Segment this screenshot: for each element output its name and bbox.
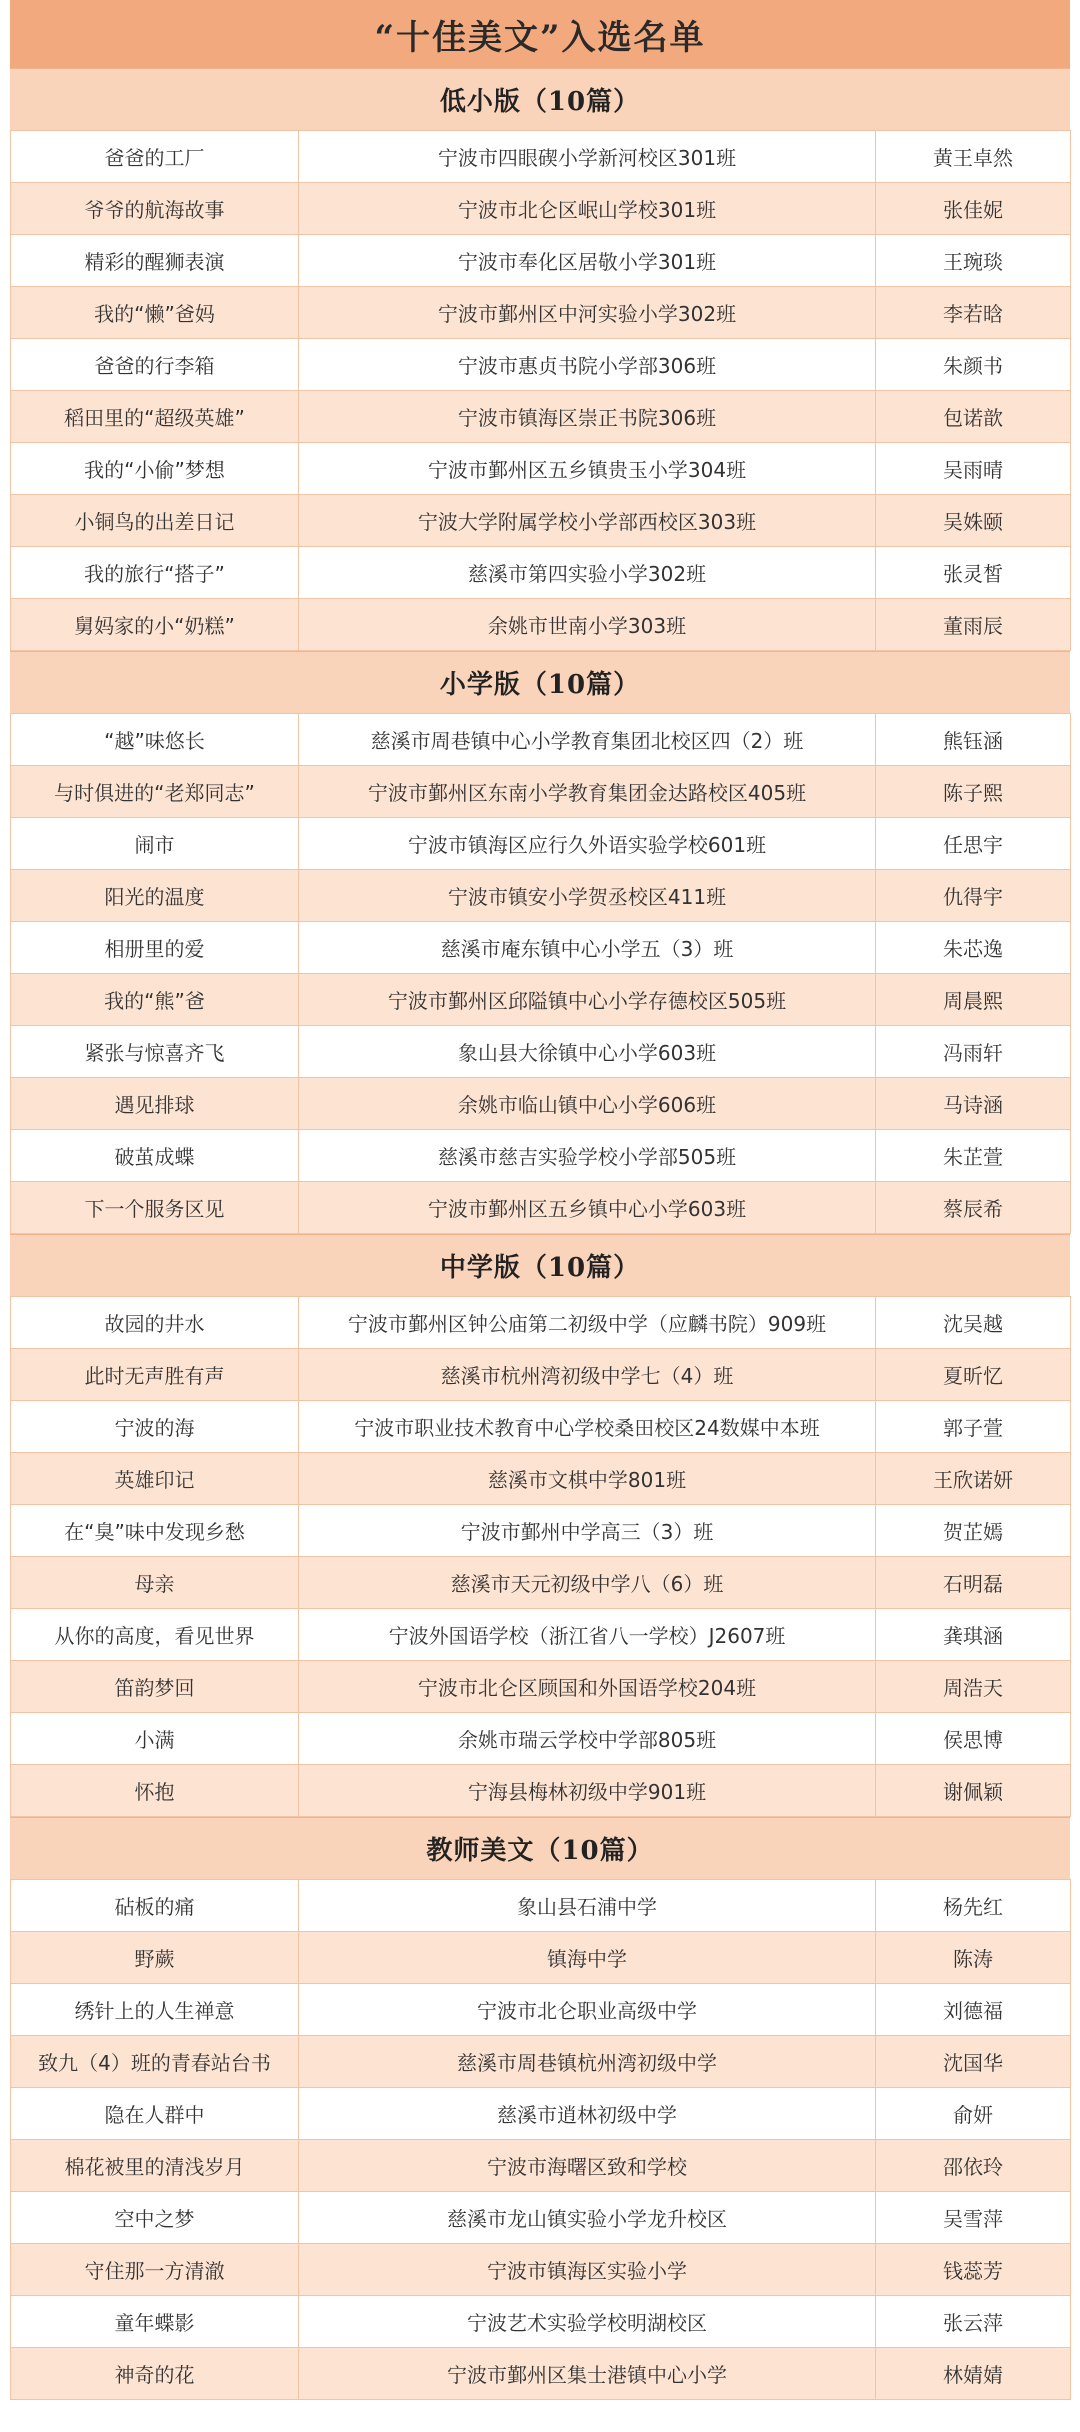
school-class-cell: 慈溪市庵东镇中心小学五（3）班 — [299, 922, 876, 974]
school-class-cell: 宁波市镇海区应行久外语实验学校601班 — [299, 818, 876, 870]
table-row — [11, 1078, 1071, 1130]
school-class-cell: 宁波市惠贞书院小学部306班 — [299, 339, 876, 391]
section-header: 低小版（10篇） — [10, 68, 1070, 130]
table-row — [11, 1026, 1071, 1078]
table-row — [11, 2348, 1071, 2400]
author-name-cell: 林婧婧 — [876, 2348, 1071, 2400]
author-name-cell: 陈子熙 — [876, 766, 1071, 818]
article-title-cell: 舅妈家的小“奶糕” — [11, 599, 299, 651]
table-row — [11, 391, 1071, 443]
school-class-cell: 慈溪市文棋中学801班 — [299, 1453, 876, 1505]
article-title-cell: 爸爸的行李箱 — [11, 339, 299, 391]
article-title-cell: 闹市 — [11, 818, 299, 870]
table-row — [11, 2036, 1071, 2088]
table-row — [11, 495, 1071, 547]
sections-container — [10, 68, 1070, 2400]
author-name-cell: 张灵皙 — [876, 547, 1071, 599]
article-title-cell: 遇见排球 — [11, 1078, 299, 1130]
table-row — [11, 1984, 1071, 2036]
author-name-cell: 吴姝颐 — [876, 495, 1071, 547]
school-class-cell: 宁波市奉化区居敬小学301班 — [299, 235, 876, 287]
author-name-cell: 李若晗 — [876, 287, 1071, 339]
article-title-cell: 我的“懒”爸妈 — [11, 287, 299, 339]
author-name-cell: 熊钰涵 — [876, 714, 1071, 766]
table-row — [11, 1297, 1071, 1349]
article-title-cell: 紧张与惊喜齐飞 — [11, 1026, 299, 1078]
article-title-cell: 从你的高度，看见世界 — [11, 1609, 299, 1661]
school-class-cell: 宁波市镇海区崇正书院306班 — [299, 391, 876, 443]
school-class-cell: 宁波市镇安小学贺丞校区411班 — [299, 870, 876, 922]
table-row — [11, 1349, 1071, 1401]
school-class-cell: 宁波市鄞州中学高三（3）班 — [299, 1505, 876, 1557]
author-name-cell: 马诗涵 — [876, 1078, 1071, 1130]
author-name-cell: 朱芯逸 — [876, 922, 1071, 974]
author-name-cell: 黄王卓然 — [876, 131, 1071, 183]
table-row — [11, 339, 1071, 391]
school-class-cell: 宁波市鄞州区东南小学教育集团金达路校区405班 — [299, 766, 876, 818]
table-row — [11, 235, 1071, 287]
article-title-cell: 稻田里的“超级英雄” — [11, 391, 299, 443]
table-row — [11, 1880, 1071, 1932]
author-name-cell: 邵依玲 — [876, 2140, 1071, 2192]
article-title-cell: 爸爸的工厂 — [11, 131, 299, 183]
table-row — [11, 2192, 1071, 2244]
school-class-cell: 象山县石浦中学 — [299, 1880, 876, 1932]
table-row — [11, 1661, 1071, 1713]
article-title-cell: 童年蝶影 — [11, 2296, 299, 2348]
author-name-cell: 杨先红 — [876, 1880, 1071, 1932]
article-title-cell: 爷爷的航海故事 — [11, 183, 299, 235]
author-name-cell: 吴雨晴 — [876, 443, 1071, 495]
page-title: “十佳美文”入选名单 — [10, 0, 1070, 68]
author-name-cell: 朱颜书 — [876, 339, 1071, 391]
author-name-cell: 吴雪萍 — [876, 2192, 1071, 2244]
school-class-cell: 宁海县梅林初级中学901班 — [299, 1765, 876, 1817]
school-class-cell: 宁波市鄞州区集士港镇中心小学 — [299, 2348, 876, 2400]
article-title-cell: 小满 — [11, 1713, 299, 1765]
school-class-cell: 宁波市四眼碶小学新河校区301班 — [299, 131, 876, 183]
school-class-cell: 慈溪市慈吉实验学校小学部505班 — [299, 1130, 876, 1182]
section-header: 中学版（10篇） — [10, 1234, 1070, 1296]
article-title-cell: 我的旅行“搭子” — [11, 547, 299, 599]
author-name-cell: 夏昕忆 — [876, 1349, 1071, 1401]
entries-table — [10, 1879, 1071, 2400]
article-title-cell: 守住那一方清澈 — [11, 2244, 299, 2296]
school-class-cell: 象山县大徐镇中心小学603班 — [299, 1026, 876, 1078]
author-name-cell: 陈涛 — [876, 1932, 1071, 1984]
entries-table — [10, 130, 1071, 651]
article-title-cell: 小铜鸟的出差日记 — [11, 495, 299, 547]
table-row — [11, 2296, 1071, 2348]
table-row — [11, 922, 1071, 974]
table-row — [11, 2140, 1071, 2192]
school-class-cell: 慈溪市周巷镇杭州湾初级中学 — [299, 2036, 876, 2088]
author-name-cell: 董雨辰 — [876, 599, 1071, 651]
table-row — [11, 714, 1071, 766]
article-title-cell: 怀抱 — [11, 1765, 299, 1817]
table-row — [11, 183, 1071, 235]
school-class-cell: 宁波市北仑区岷山学校301班 — [299, 183, 876, 235]
table-row — [11, 870, 1071, 922]
school-class-cell: 慈溪市杭州湾初级中学七（4）班 — [299, 1349, 876, 1401]
school-class-cell: 宁波市海曙区致和学校 — [299, 2140, 876, 2192]
table-row — [11, 1182, 1071, 1234]
author-name-cell: 包诺歆 — [876, 391, 1071, 443]
table-row — [11, 1765, 1071, 1817]
school-class-cell: 宁波艺术实验学校明湖校区 — [299, 2296, 876, 2348]
article-title-cell: 棉花被里的清浅岁月 — [11, 2140, 299, 2192]
table-row — [11, 1609, 1071, 1661]
table-row — [11, 1932, 1071, 1984]
school-class-cell: 宁波市北仑职业高级中学 — [299, 1984, 876, 2036]
article-title-cell: 与时俱进的“老郑同志” — [11, 766, 299, 818]
article-title-cell: 故园的井水 — [11, 1297, 299, 1349]
article-title-cell: 我的“小偷”梦想 — [11, 443, 299, 495]
author-name-cell: 任思宇 — [876, 818, 1071, 870]
school-class-cell: 慈溪市逍林初级中学 — [299, 2088, 876, 2140]
author-name-cell: 贺芷嫣 — [876, 1505, 1071, 1557]
article-title-cell: 神奇的花 — [11, 2348, 299, 2400]
author-name-cell: 俞妍 — [876, 2088, 1071, 2140]
table-row — [11, 766, 1071, 818]
author-name-cell: 蔡辰希 — [876, 1182, 1071, 1234]
author-name-cell: 周浩天 — [876, 1661, 1071, 1713]
article-title-cell: 我的“熊”爸 — [11, 974, 299, 1026]
article-title-cell: 相册里的爱 — [11, 922, 299, 974]
table-row — [11, 131, 1071, 183]
school-class-cell: 宁波外国语学校（浙江省八一学校）J2607班 — [299, 1609, 876, 1661]
article-title-cell: 致九（4）班的青春站台书 — [11, 2036, 299, 2088]
section-header: 教师美文（10篇） — [10, 1817, 1070, 1879]
author-name-cell: 冯雨轩 — [876, 1026, 1071, 1078]
author-name-cell: 侯思博 — [876, 1713, 1071, 1765]
author-name-cell: 朱芷萱 — [876, 1130, 1071, 1182]
table-row — [11, 1453, 1071, 1505]
school-class-cell: 余姚市世南小学303班 — [299, 599, 876, 651]
school-class-cell: 宁波市鄞州区五乡镇贵玉小学304班 — [299, 443, 876, 495]
author-name-cell: 刘德福 — [876, 1984, 1071, 2036]
table-row — [11, 599, 1071, 651]
entries-table — [10, 713, 1071, 1234]
author-name-cell: 钱蕊芳 — [876, 2244, 1071, 2296]
article-title-cell: 精彩的醒狮表演 — [11, 235, 299, 287]
school-class-cell: 慈溪市第四实验小学302班 — [299, 547, 876, 599]
article-title-cell: 在“臭”味中发现乡愁 — [11, 1505, 299, 1557]
entries-table — [10, 1296, 1071, 1817]
author-name-cell: 张佳妮 — [876, 183, 1071, 235]
article-title-cell: 破茧成蝶 — [11, 1130, 299, 1182]
school-class-cell: 宁波市职业技术教育中心学校桑田校区24数媒中本班 — [299, 1401, 876, 1453]
school-class-cell: 宁波市鄞州区中河实验小学302班 — [299, 287, 876, 339]
article-title-cell: 宁波的海 — [11, 1401, 299, 1453]
table-row — [11, 1130, 1071, 1182]
table-row — [11, 818, 1071, 870]
article-title-cell: 阳光的温度 — [11, 870, 299, 922]
school-class-cell: 宁波市鄞州区邱隘镇中心小学存德校区505班 — [299, 974, 876, 1026]
table-row — [11, 2088, 1071, 2140]
article-title-cell: 下一个服务区见 — [11, 1182, 299, 1234]
article-title-cell: 此时无声胜有声 — [11, 1349, 299, 1401]
school-class-cell: 慈溪市周巷镇中心小学教育集团北校区四（2）班 — [299, 714, 876, 766]
article-title-cell: 绣针上的人生禅意 — [11, 1984, 299, 2036]
author-name-cell: 石明磊 — [876, 1557, 1071, 1609]
school-class-cell: 慈溪市龙山镇实验小学龙升校区 — [299, 2192, 876, 2244]
article-title-cell: 砧板的痛 — [11, 1880, 299, 1932]
article-title-cell: 野蕨 — [11, 1932, 299, 1984]
table-row — [11, 547, 1071, 599]
article-title-cell: 隐在人群中 — [11, 2088, 299, 2140]
author-name-cell: 郭子萱 — [876, 1401, 1071, 1453]
school-class-cell: 宁波市镇海区实验小学 — [299, 2244, 876, 2296]
school-class-cell: 镇海中学 — [299, 1932, 876, 1984]
article-title-cell: “越”味悠长 — [11, 714, 299, 766]
school-class-cell: 宁波大学附属学校小学部西校区303班 — [299, 495, 876, 547]
section-header: 小学版（10篇） — [10, 651, 1070, 713]
table-row — [11, 1557, 1071, 1609]
table-row — [11, 1713, 1071, 1765]
author-name-cell: 沈国华 — [876, 2036, 1071, 2088]
article-title-cell: 母亲 — [11, 1557, 299, 1609]
school-class-cell: 余姚市瑞云学校中学部805班 — [299, 1713, 876, 1765]
school-class-cell: 宁波市北仑区顾国和外国语学校204班 — [299, 1661, 876, 1713]
author-name-cell: 沈吴越 — [876, 1297, 1071, 1349]
table-row — [11, 1401, 1071, 1453]
author-name-cell: 周晨熙 — [876, 974, 1071, 1026]
table-row — [11, 2244, 1071, 2296]
article-title-cell: 空中之梦 — [11, 2192, 299, 2244]
author-name-cell: 谢佩颖 — [876, 1765, 1071, 1817]
author-name-cell: 仇得宇 — [876, 870, 1071, 922]
school-class-cell: 宁波市鄞州区钟公庙第二初级中学（应麟书院）909班 — [299, 1297, 876, 1349]
article-title-cell: 笛韵梦回 — [11, 1661, 299, 1713]
author-name-cell: 龚琪涵 — [876, 1609, 1071, 1661]
author-name-cell: 王欣诺妍 — [876, 1453, 1071, 1505]
school-class-cell: 宁波市鄞州区五乡镇中心小学603班 — [299, 1182, 876, 1234]
table-row — [11, 1505, 1071, 1557]
table-row — [11, 974, 1071, 1026]
table-row — [11, 287, 1071, 339]
award-list-document — [10, 0, 1070, 2400]
author-name-cell: 王琬琰 — [876, 235, 1071, 287]
table-row — [11, 443, 1071, 495]
article-title-cell: 英雄印记 — [11, 1453, 299, 1505]
school-class-cell: 慈溪市天元初级中学八（6）班 — [299, 1557, 876, 1609]
author-name-cell: 张云萍 — [876, 2296, 1071, 2348]
school-class-cell: 余姚市临山镇中心小学606班 — [299, 1078, 876, 1130]
